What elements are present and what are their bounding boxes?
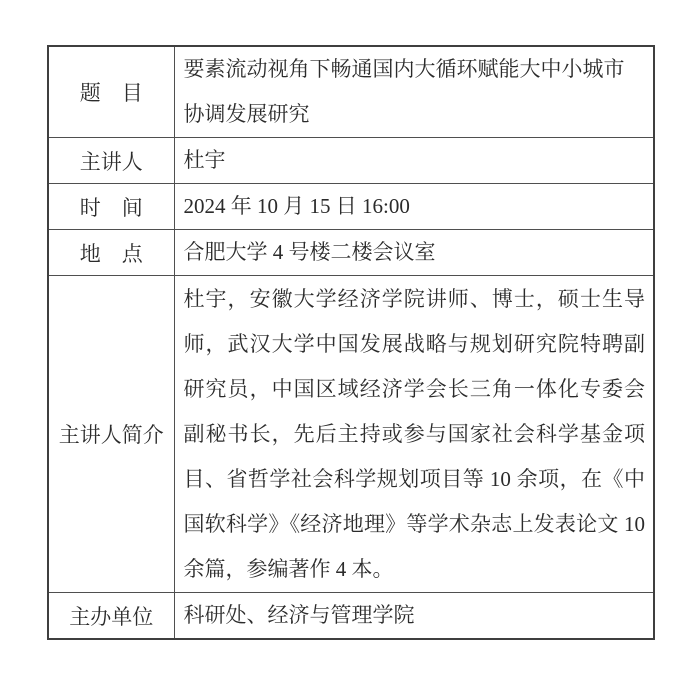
title-label: 题 目 xyxy=(48,46,174,138)
table-row-host xyxy=(48,593,654,640)
table-row-place xyxy=(48,230,654,276)
table-row-speaker xyxy=(48,138,654,184)
speaker-bio-value: 杜宇，安徽大学经济学院讲师、博士，硕士生导师，武汉大学中国发展战略与规划研究院特聘副研究员，中国区域经济学会长三角一体化专委会副秘书长，先后主持或参与国家社会科学基金项目、省哲学社会科学规划项目等 10 余项，在《中国软科学》《经济地理》等学术杂志上发表论文 10 余篇，参编著作 4 本。 xyxy=(174,276,654,593)
place-label: 地 点 xyxy=(48,230,174,276)
lecture-announcement-table xyxy=(47,45,655,640)
table-row-speaker-bio xyxy=(48,276,654,593)
time-value: 2024 年 10 月 15 日 16:00 xyxy=(174,184,654,230)
speaker-value: 杜宇 xyxy=(174,138,654,184)
host-value: 科研处、经济与管理学院 xyxy=(174,593,654,640)
speaker-label: 主讲人 xyxy=(48,138,174,184)
table-row-title xyxy=(48,46,654,138)
title-value: 要素流动视角下畅通国内大循环赋能大中小城市协调发展研究 xyxy=(174,46,654,138)
host-label: 主办单位 xyxy=(48,593,174,640)
speaker-bio-label: 主讲人简介 xyxy=(48,276,174,593)
time-label: 时 间 xyxy=(48,184,174,230)
place-value: 合肥大学 4 号楼二楼会议室 xyxy=(174,230,654,276)
table-row-time xyxy=(48,184,654,230)
